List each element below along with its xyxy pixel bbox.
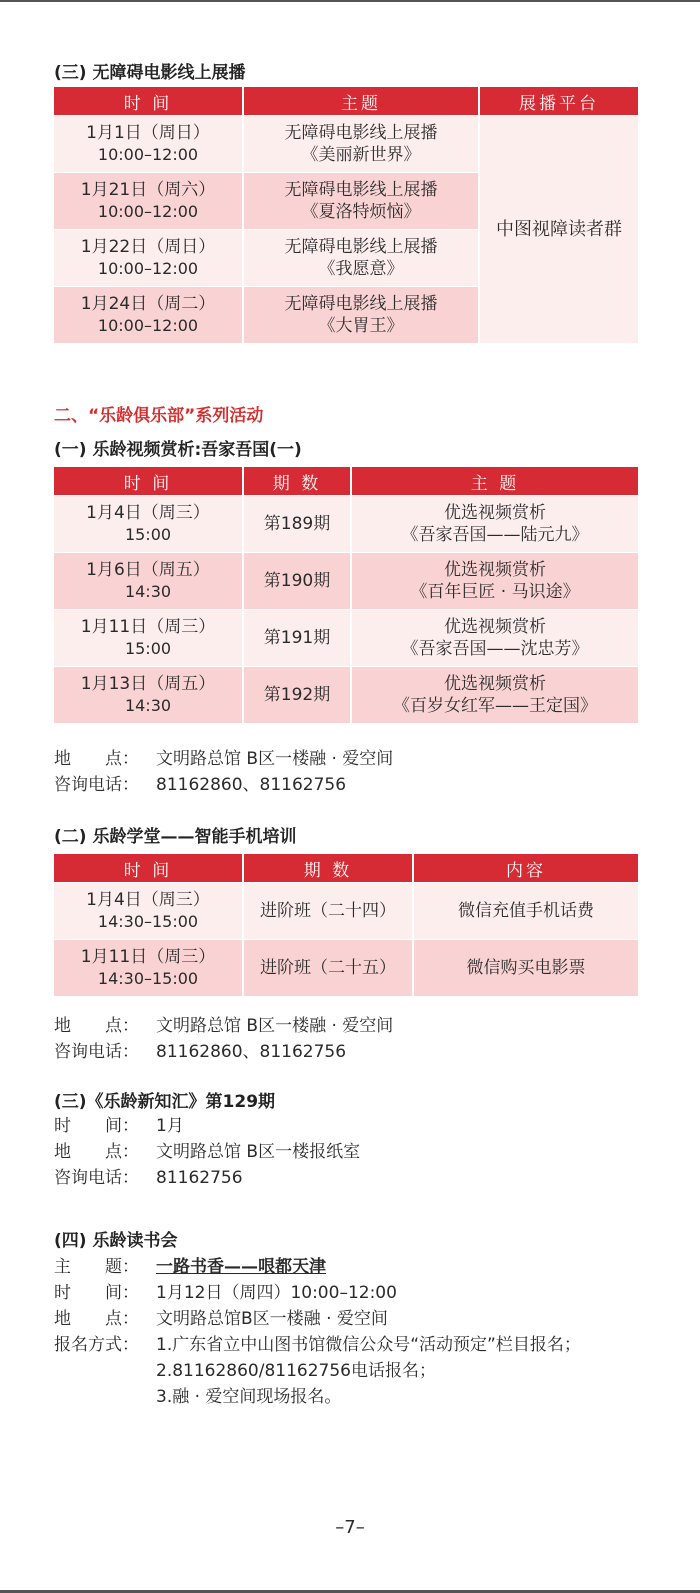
column-header: 期 数 xyxy=(244,467,350,495)
date-cell: 1月13日（周五） 14:30 xyxy=(54,667,242,723)
zhihui-info xyxy=(54,1113,360,1191)
topic-cell: 优选视频赏析 《吾家吾国——陆元九》 xyxy=(352,496,638,552)
date-cell: 1月4日（周三） 15:00 xyxy=(54,496,242,552)
column-header: 主题 xyxy=(244,87,478,115)
table-header-row xyxy=(54,854,638,882)
signup-item: 1.广东省立中山图书馆微信公众号“活动预定”栏目报名； xyxy=(156,1335,581,1355)
table-row xyxy=(54,940,638,996)
reading-section-heading: (四) 乐龄读书会 xyxy=(54,1231,178,1251)
issue-cell: 进阶班（二十五） xyxy=(244,940,412,996)
table-row xyxy=(54,610,638,666)
time-label: 时 间： xyxy=(54,1283,139,1303)
place-value: 文明路总馆 B区一楼报纸室 xyxy=(156,1142,361,1162)
column-header: 时 间 xyxy=(54,854,242,882)
phone-label: 咨询电话： xyxy=(54,1168,139,1188)
theme-value: 一路书香——哏都天津 xyxy=(156,1257,326,1277)
content-cell: 微信购买电影票 xyxy=(414,940,638,996)
column-header: 展播平台 xyxy=(480,87,638,115)
zhihui-section-heading: (三)《乐龄新知汇》第129期 xyxy=(54,1092,276,1112)
topic-cell: 无障碍电影线上展播 《夏洛特烦恼》 xyxy=(244,173,478,229)
content-cell: 微信充值手机话费 xyxy=(414,883,638,939)
phone-label: 咨询电话： xyxy=(54,1042,139,1062)
video-schedule-table xyxy=(52,466,640,724)
phone-info xyxy=(54,1013,393,1065)
signup-item: 2.81162860/81162756电话报名； xyxy=(156,1361,437,1381)
place-value: 文明路总馆 B区一楼融 · 爱空间 xyxy=(156,749,394,769)
issue-cell: 第192期 xyxy=(244,667,350,723)
date-cell: 1月4日（周三） 14:30–15:00 xyxy=(54,883,242,939)
date-cell: 1月11日（周三） 14:30–15:00 xyxy=(54,940,242,996)
top-rule xyxy=(0,0,700,2)
signup-item: 3.融 · 爱空间现场报名。 xyxy=(156,1387,342,1407)
theme-label: 主 题： xyxy=(54,1257,139,1277)
platform-cell: 中图视障读者群 xyxy=(480,116,638,343)
column-header: 时 间 xyxy=(54,87,242,115)
date-cell: 1月11日（周三） 15:00 xyxy=(54,610,242,666)
place-label: 地 点： xyxy=(54,1142,139,1162)
issue-cell: 第191期 xyxy=(244,610,350,666)
issue-cell: 第189期 xyxy=(244,496,350,552)
table-header-row xyxy=(54,87,638,115)
topic-cell: 无障碍电影线上展播 《大胃王》 xyxy=(244,287,478,343)
reading-info xyxy=(54,1254,640,1410)
table-row xyxy=(54,496,638,552)
phone-schedule-table xyxy=(52,853,640,997)
column-header: 时 间 xyxy=(54,467,242,495)
time-label: 时 间： xyxy=(54,1116,139,1136)
page-number: –7– xyxy=(335,1517,365,1538)
phone-value: 81162756 xyxy=(156,1168,243,1188)
place-value: 文明路总馆 B区一楼融 · 爱空间 xyxy=(156,1016,394,1036)
phone-section-heading: (二) 乐龄学堂——智能手机培训 xyxy=(54,827,297,847)
column-header: 内容 xyxy=(414,854,638,882)
phone-value: 81162860、81162756 xyxy=(156,775,347,795)
phone-value: 81162860、81162756 xyxy=(156,1042,347,1062)
table-row xyxy=(54,553,638,609)
video-info xyxy=(54,746,393,798)
place-label: 地 点： xyxy=(54,749,139,769)
table-row xyxy=(54,116,638,172)
topic-cell: 优选视频赏析 《吾家吾国——沈忠芳》 xyxy=(352,610,638,666)
topic-cell: 无障碍电影线上展播 《我愿意》 xyxy=(244,230,478,286)
place-label: 地 点： xyxy=(54,1309,139,1329)
place-value: 文明路总馆B区一楼融 · 爱空间 xyxy=(156,1309,388,1329)
time-value: 1月12日（周四）10:00–12:00 xyxy=(156,1283,397,1303)
club-section-heading: 二、“乐龄俱乐部”系列活动 xyxy=(54,406,264,426)
topic-cell: 优选视频赏析 《百岁女红军——王定国》 xyxy=(352,667,638,723)
issue-cell: 第190期 xyxy=(244,553,350,609)
issue-cell: 进阶班（二十四） xyxy=(244,883,412,939)
film-schedule-table xyxy=(52,86,640,344)
date-cell: 1月21日（周六） 10:00–12:00 xyxy=(54,173,242,229)
date-cell: 1月24日（周二） 10:00–12:00 xyxy=(54,287,242,343)
video-section-heading: (一) 乐龄视频赏析:吾家吾国(一) xyxy=(54,440,302,460)
date-cell: 1月6日（周五） 14:30 xyxy=(54,553,242,609)
topic-cell: 无障碍电影线上展播 《美丽新世界》 xyxy=(244,116,478,172)
date-cell: 1月22日（周日） 10:00–12:00 xyxy=(54,230,242,286)
table-row xyxy=(54,667,638,723)
place-label: 地 点： xyxy=(54,1016,139,1036)
phone-label: 咨询电话： xyxy=(54,775,139,795)
film-section-heading: (三) 无障碍电影线上展播 xyxy=(54,63,246,83)
signup-list xyxy=(156,1332,640,1410)
column-header: 期 数 xyxy=(244,854,412,882)
table-row xyxy=(54,883,638,939)
column-header: 主 题 xyxy=(352,467,638,495)
table-header-row xyxy=(54,467,638,495)
topic-cell: 优选视频赏析 《百年巨匠 · 马识途》 xyxy=(352,553,638,609)
time-value: 1月 xyxy=(156,1116,184,1136)
signup-label: 报名方式： xyxy=(54,1335,139,1355)
date-cell: 1月1日（周日） 10:00–12:00 xyxy=(54,116,242,172)
